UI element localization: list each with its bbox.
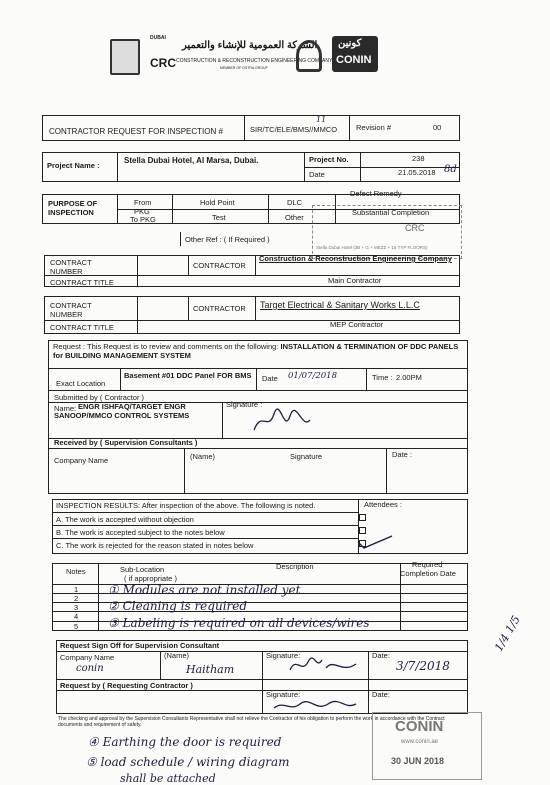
submitter-names: ENGR ISHFAQ/TARGET ENGR SANOOP/MMCO CONTROL SYSTEMS [54, 402, 190, 421]
result-c: C. The work is rejected for the reason stated in notes below [56, 541, 254, 550]
notes-header: Notes [66, 567, 86, 576]
main-contractor-name: Construction & Reconstruction Engineering Company [259, 254, 452, 263]
signoff-date-value: 3/7/2018 [396, 659, 450, 673]
mep-contractor-role: MEP Contractor [330, 320, 384, 329]
conin-stamp-date: 30 JUN 2018 [391, 756, 445, 766]
sublocation-header: Sub-Location [120, 565, 165, 574]
note-number-5: 5 [74, 622, 79, 631]
other-ref-label: Other Ref : ( If Required ) [185, 235, 270, 244]
completion-header: Completion Date [400, 569, 456, 578]
purpose-dlc: DLC [287, 198, 303, 207]
mep-contractor-name: Target Electrical & Sanitary Works L.L.C [260, 300, 420, 310]
received-by-label: Received by ( Supervision Consultants ) [54, 438, 198, 447]
signoff-company-value: conin [76, 663, 104, 674]
attendees-label: Attendees : [364, 500, 402, 509]
crc-logo-abbr: CRC [150, 56, 176, 70]
conin-logo [332, 36, 378, 72]
bottom-note-1: ④ Earthing the door is required [88, 735, 282, 749]
project-no-value: 238 [412, 154, 425, 163]
exact-location-label: Exact Location [56, 379, 106, 388]
purpose-other: Other [285, 213, 304, 222]
submitted-by-label: Submitted by ( Contractor ) [54, 393, 145, 402]
exact-location-value: Basement #01 DDC Panel FOR BMS [124, 371, 252, 380]
contract-number-label-1: CONTRACT NUMBER [50, 258, 92, 276]
crc-project-stamp [312, 205, 462, 259]
time-value: 2.00PM [396, 373, 422, 382]
description-header: Description [276, 562, 314, 571]
date-value: 21.05.2018 [398, 168, 436, 177]
signoff-signature-label: Signature: [266, 651, 301, 660]
margin-note: 1/4 1/5 [492, 613, 523, 654]
handwritten-note-3: ③ Labeling is required on all devices/wires [108, 616, 370, 630]
req-date-label: Date [262, 374, 278, 383]
request-bold: INSTALLATION & TERMINATION OF DDC PANELS for BUILDING MANAGEMENT SYSTEM [53, 342, 459, 361]
date-handwritten-mark: 8d [444, 164, 457, 175]
middle-logo-icon [296, 40, 322, 72]
result-a: A. The work is accepted without objection [56, 515, 194, 524]
purpose-substantial-completion: Substantial Completion [352, 208, 430, 217]
contractor-label-1: CONTRACTOR [193, 261, 246, 270]
contract-number-label-2: CONTRACT NUMBER [50, 301, 92, 319]
received-date-label: Date : [392, 450, 413, 459]
submitter-signature-label: Signature : [226, 400, 263, 409]
received-signature-label: Signature [290, 452, 323, 461]
purpose-hold-point: Hold Point [200, 198, 235, 207]
purpose-from-pkg: From PKG [134, 198, 152, 216]
footer-disclaimer: The checking and approval by the Supervision Consultants Representative shall not relieve the Contractor of his obligation to perform the work in accordance with the Contract documents and requirement of safety. [58, 716, 445, 728]
company-arabic-name: الشركة العمومية للإنشاء والتعمير [182, 40, 318, 51]
received-company-label: Company Name [54, 456, 109, 465]
request-text [53, 342, 465, 361]
submitter-signature [250, 406, 320, 436]
result-b: B. The work is accepted subject to the notes below [56, 528, 225, 537]
req-date-value: 01/07/2018 [288, 371, 337, 381]
result-a-checkbox[interactable] [359, 514, 366, 521]
revision-label: Revision # [356, 123, 392, 132]
note-number-3: 3 [74, 603, 79, 612]
form-title: CONTRACTOR REQUEST FOR INSPECTION # [49, 127, 223, 136]
request-prefix: Request : This Request is to review and comments on the following: [53, 342, 279, 351]
request-by-signature [270, 698, 360, 714]
inspection-results-label: INSPECTION RESULTS: After inspection of the above. The following is noted. [56, 501, 316, 510]
main-contractor-role: Main Contractor [328, 276, 382, 285]
crc-logo-dubai: DUBAI [150, 35, 166, 41]
result-c-check-mark [356, 532, 394, 550]
conin-logo-arabic: كونين [338, 38, 362, 49]
purpose-defect-remedy: Defect Remedy [350, 189, 402, 198]
project-name-label: Project Name : [47, 161, 100, 170]
note-number-2: 2 [74, 594, 79, 603]
project-no-label: Project No. [309, 155, 349, 164]
time-label: Time : [372, 373, 393, 382]
conin-received-stamp [372, 712, 482, 780]
crc-stamp-logo: CRC [405, 223, 425, 233]
sublocation-sub: ( if appropriate ) [124, 574, 177, 583]
request-by-label: Request by ( Requesting Contractor ) [60, 681, 193, 690]
contract-title-label-2: CONTRACT TITLE [50, 323, 114, 332]
project-name-value: Stella Dubai Hotel, Al Marsa, Dubai. [124, 156, 259, 165]
date-label: Date [309, 170, 325, 179]
company-sub: MEMBER OF OSTRA GROUP [220, 66, 268, 70]
signoff-company-label: Company Name [60, 653, 115, 662]
conin-stamp-logo: CONIN [395, 718, 444, 735]
request-by-date-label: Date: [372, 690, 390, 699]
signoff-signature [286, 652, 366, 678]
company-english-name: CONSTRUCTION & RECONSTRUCTION ENGINEERING COMPANY [176, 58, 333, 64]
request-by-signature-label: Signature: [266, 690, 301, 699]
signoff-name-value: Haitham [186, 663, 235, 676]
required-header: Required [412, 560, 443, 569]
crc-stamp-text: Stella Dubai Hotel (3B + G + MEZZ + 16 TYP FLOORS) [316, 245, 428, 250]
purpose-label: PURPOSE OF INSPECTION [48, 199, 98, 217]
signoff-name-label: (Name) [164, 651, 190, 660]
received-name-label: (Name) [190, 452, 216, 461]
revision-value: 00 [433, 123, 442, 132]
conin-stamp-web: www.conin.ae [401, 739, 439, 745]
ref-number: SIR/TC/ELE/BMS//MMCO [250, 125, 338, 134]
bottom-note-2: ⑤ load schedule / wiring diagram [86, 755, 290, 769]
signoff-date-label: Date: [372, 651, 390, 660]
handwritten-note-1: ① Modules are not installed yet [108, 583, 301, 597]
signoff-label: Request Sign Off for Supervision Consultant [60, 641, 220, 650]
handwritten-note-2: ② Cleaning is required [108, 599, 248, 613]
contract-title-label-1: CONTRACT TITLE [50, 278, 114, 287]
note-number-4: 4 [74, 612, 79, 621]
conin-logo-text: CONIN [336, 54, 372, 66]
ref-number-suffix: 11 [316, 115, 327, 124]
bottom-note-3: shall be attached [120, 772, 216, 785]
crc-logo-icon [110, 39, 140, 75]
note-number-1: 1 [74, 585, 79, 594]
purpose-test: Test [212, 213, 226, 222]
submitter-name-label: Name: [54, 404, 77, 413]
contractor-label-2: CONTRACTOR [193, 304, 246, 313]
purpose-to-pkg: To PKG [130, 215, 156, 224]
